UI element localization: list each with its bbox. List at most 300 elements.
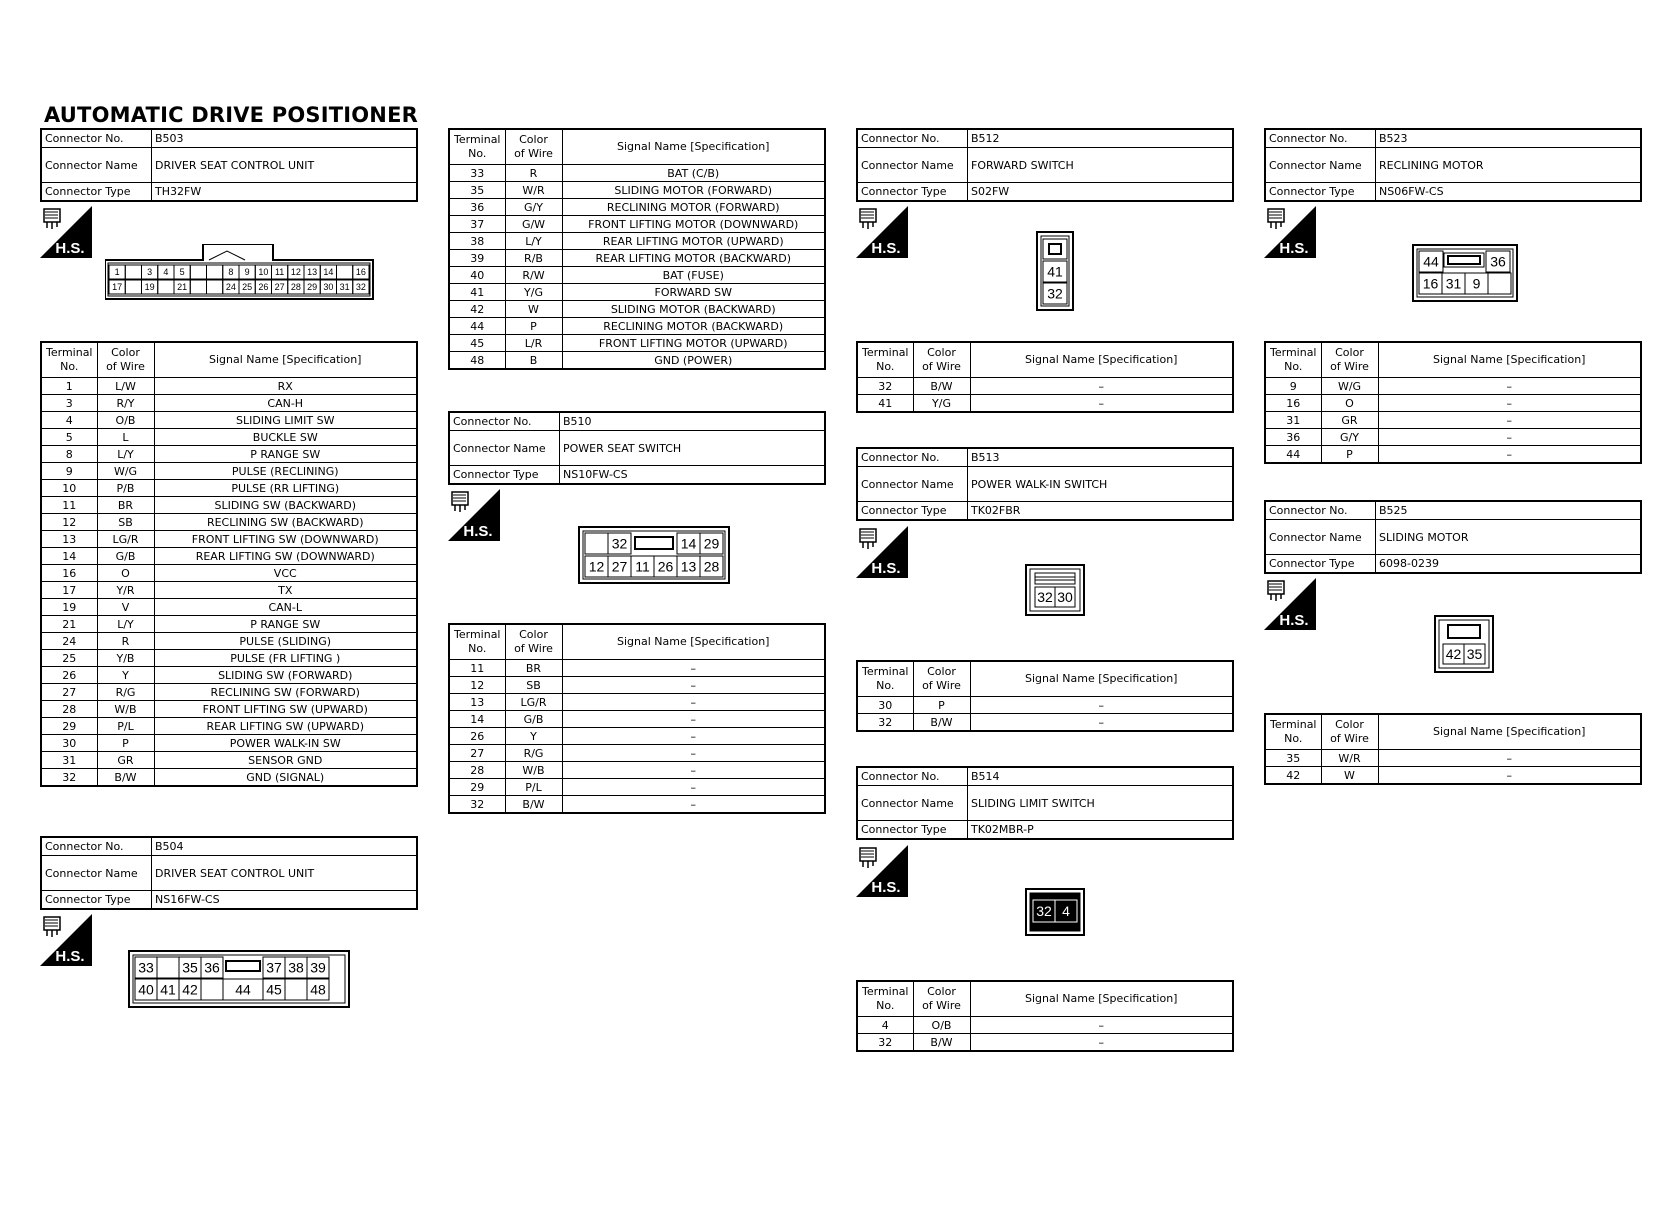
signal-name-cell: FRONT LIFTING MOTOR (DOWNWARD) <box>562 216 825 233</box>
connector-name-value: POWER SEAT SWITCH <box>560 431 826 466</box>
signal-name-cell: CAN-H <box>154 395 417 412</box>
table-row <box>41 650 417 667</box>
pin-label: 29 <box>307 282 318 293</box>
wire-color-cell: G/B <box>97 548 154 565</box>
signal-name-cell: – <box>562 677 825 694</box>
signal-name-cell: GND (POWER) <box>562 352 825 370</box>
table-row <box>1265 429 1641 446</box>
pin-label: 36 <box>204 959 220 976</box>
pin-label: 44 <box>1423 253 1439 270</box>
connector-type-value: S02FW <box>968 183 1234 202</box>
terminal-no-cell: 29 <box>449 779 505 796</box>
table-row <box>1265 446 1641 464</box>
wire-color-cell: LG/R <box>505 694 562 711</box>
terminal-no-cell: 29 <box>41 718 97 735</box>
pin-label: 3 <box>147 267 153 278</box>
terminal-no-cell: 12 <box>449 677 505 694</box>
signal-name-cell: – <box>1378 412 1641 429</box>
pin-label: 11 <box>635 558 650 575</box>
connector-no-value: B512 <box>968 129 1234 148</box>
table-row <box>41 701 417 718</box>
pin-label: 13 <box>680 558 697 575</box>
terminal-table-b503 <box>40 341 418 787</box>
connector-pins <box>135 957 329 1000</box>
connector-no-value: B503 <box>152 129 418 148</box>
connector-name-label: Connector Name <box>857 467 968 502</box>
wire-color-cell: R/B <box>505 250 562 267</box>
terminal-no-cell: 38 <box>449 233 505 250</box>
wire-color-cell: V <box>97 599 154 616</box>
table-row <box>857 1017 1233 1034</box>
signal-name-cell: FRONT LIFTING SW (DOWNWARD) <box>154 531 417 548</box>
pin-label: 4 <box>1062 903 1070 920</box>
pin-label: 28 <box>290 282 301 293</box>
table-row <box>449 694 825 711</box>
terminal-no-cell: 4 <box>41 412 97 429</box>
harness-side-icon <box>40 914 92 966</box>
table-row <box>449 250 825 267</box>
pin-label: 12 <box>588 558 605 575</box>
table-row <box>449 711 825 728</box>
hs-label: H.S. <box>463 523 493 540</box>
pin-label: 29 <box>703 535 720 552</box>
connector-type-label: Connector Type <box>1265 183 1376 202</box>
wire-color-cell: W/R <box>505 182 562 199</box>
pin-label: 42 <box>1445 646 1462 663</box>
signal-name-cell: BUCKLE SW <box>154 429 417 446</box>
pin-label: 30 <box>1057 589 1073 606</box>
connector-type-label: Connector Type <box>857 502 968 521</box>
signal-name-cell: PULSE (FR LIFTING ) <box>154 650 417 667</box>
signal-name-cell: – <box>562 711 825 728</box>
connector-type-label: Connector Type <box>41 183 152 202</box>
terminal-no-cell: 48 <box>449 352 505 370</box>
signal-name-cell: TX <box>154 582 417 599</box>
pin-label: 33 <box>138 959 154 976</box>
signal-name-cell: RECLINING MOTOR (FORWARD) <box>562 199 825 216</box>
table-row <box>449 779 825 796</box>
terminal-rows <box>1265 378 1641 464</box>
connector-name-value: DRIVER SEAT CONTROL UNIT <box>152 148 418 183</box>
color-header: Color of Wire <box>505 624 562 660</box>
wire-color-cell: G/B <box>505 711 562 728</box>
terminal-rows <box>857 1017 1233 1052</box>
connector-face-b525 <box>1434 615 1496 675</box>
pin-label: 16 <box>1422 275 1439 292</box>
wire-color-cell: G/Y <box>505 199 562 216</box>
table-row <box>449 267 825 284</box>
terminal-table-b512 <box>856 341 1234 413</box>
terminal-rows <box>1265 750 1641 785</box>
wire-color-cell: SB <box>97 514 154 531</box>
pin-cavity <box>337 265 353 279</box>
terminal-header: Terminal No. <box>449 129 505 165</box>
connector-no-label: Connector No. <box>449 412 560 431</box>
wire-color-cell: W/R <box>1321 750 1378 767</box>
wire-color-cell: L/Y <box>97 616 154 633</box>
terminal-no-cell: 41 <box>449 284 505 301</box>
table-row <box>41 548 417 565</box>
connector-type-label: Connector Type <box>1265 555 1376 574</box>
connector-name-value: SLIDING MOTOR <box>1376 520 1642 555</box>
table-row <box>449 216 825 233</box>
connector-type-label: Connector Type <box>449 466 560 485</box>
terminal-no-cell: 30 <box>41 735 97 752</box>
pin-label: 31 <box>1445 275 1462 292</box>
terminal-no-cell: 31 <box>41 752 97 769</box>
connector-no-label: Connector No. <box>857 448 968 467</box>
pin-label: 17 <box>112 282 123 293</box>
pin-label: 5 <box>179 267 185 278</box>
signal-name-cell: REAR LIFTING SW (DOWNWARD) <box>154 548 417 565</box>
signal-header: Signal Name [Specification] <box>1378 714 1641 750</box>
table-row <box>857 697 1233 714</box>
wire-color-cell: Y <box>505 728 562 745</box>
hs-label: H.S. <box>871 240 901 257</box>
connector-name-label: Connector Name <box>449 431 560 466</box>
signal-name-cell: PULSE (RECLINING) <box>154 463 417 480</box>
wire-color-cell: R/W <box>505 267 562 284</box>
signal-name-cell: – <box>970 1034 1233 1052</box>
wire-color-cell: R <box>505 165 562 182</box>
pin-cavity <box>207 280 223 294</box>
table-row <box>41 616 417 633</box>
wire-color-cell: B/W <box>913 714 970 732</box>
pin-label: 32 <box>355 282 366 293</box>
terminal-no-cell: 42 <box>449 301 505 318</box>
pin-label: 19 <box>144 282 155 293</box>
connector-info-b510 <box>448 411 826 485</box>
pin-label: 27 <box>274 282 285 293</box>
pin-label: 9 <box>244 267 250 278</box>
wire-color-cell: O/B <box>97 412 154 429</box>
pin-cavity <box>125 280 141 294</box>
signal-name-cell: – <box>970 697 1233 714</box>
pin-label: 31 <box>339 282 350 293</box>
signal-name-cell: – <box>1378 767 1641 785</box>
table-row <box>449 677 825 694</box>
wire-color-cell: P/B <box>97 480 154 497</box>
harness-side-icon <box>856 526 908 578</box>
connector-name-label: Connector Name <box>857 148 968 183</box>
connector-name-label: Connector Name <box>857 786 968 821</box>
terminal-no-cell: 24 <box>41 633 97 650</box>
connector-no-label: Connector No. <box>1265 129 1376 148</box>
pin-label: 8 <box>228 267 234 278</box>
terminal-no-cell: 27 <box>41 684 97 701</box>
signal-name-cell: – <box>1378 429 1641 446</box>
connector-name-value: RECLINING MOTOR <box>1376 148 1642 183</box>
connector-no-label: Connector No. <box>857 129 968 148</box>
wire-color-cell: R/Y <box>97 395 154 412</box>
signal-name-cell: FRONT LIFTING SW (UPWARD) <box>154 701 417 718</box>
wire-color-cell: B/W <box>913 1034 970 1052</box>
wire-color-cell: R/G <box>505 745 562 762</box>
harness-side-icon <box>856 845 908 897</box>
terminal-table-b514 <box>856 980 1234 1052</box>
pin-label: 26 <box>258 282 269 293</box>
wire-color-cell: P <box>97 735 154 752</box>
wire-color-cell: Y/G <box>913 395 970 413</box>
terminal-no-cell: 27 <box>449 745 505 762</box>
table-row <box>449 728 825 745</box>
pin-label: 26 <box>657 558 674 575</box>
pin-label: 13 <box>307 267 318 278</box>
pin-cavity <box>585 533 608 554</box>
terminal-no-cell: 42 <box>1265 767 1321 785</box>
hs-label: H.S. <box>1279 612 1309 629</box>
table-row <box>449 233 825 250</box>
connector-face-b513 <box>1025 564 1087 618</box>
wire-color-cell: BR <box>505 660 562 677</box>
pin-cavity <box>201 979 223 1000</box>
table-row <box>41 633 417 650</box>
signal-name-cell: P RANGE SW <box>154 616 417 633</box>
terminal-no-cell: 4 <box>857 1017 913 1034</box>
connector-pins <box>1419 251 1511 294</box>
connector-no-value: B504 <box>152 837 418 856</box>
pin-label: 27 <box>611 558 628 575</box>
pin-label: 14 <box>680 535 697 552</box>
terminal-no-cell: 10 <box>41 480 97 497</box>
terminal-no-cell: 37 <box>449 216 505 233</box>
pin-label: 10 <box>258 267 269 278</box>
table-row <box>449 318 825 335</box>
table-row <box>449 762 825 779</box>
table-row <box>41 429 417 446</box>
pin-label: 14 <box>323 267 334 278</box>
signal-header: Signal Name [Specification] <box>970 661 1233 697</box>
signal-name-cell: SENSOR GND <box>154 752 417 769</box>
terminal-no-cell: 5 <box>41 429 97 446</box>
pin-label: 41 <box>160 981 176 998</box>
connector-face-b510 <box>578 526 730 586</box>
signal-name-cell: – <box>562 728 825 745</box>
terminal-no-cell: 25 <box>41 650 97 667</box>
signal-header: Signal Name [Specification] <box>562 624 825 660</box>
wire-color-cell: R <box>97 633 154 650</box>
pin-label: 4 <box>163 267 169 278</box>
signal-name-cell: RECLINING SW (BACKWARD) <box>154 514 417 531</box>
connector-info-b523 <box>1264 128 1642 202</box>
wire-color-cell: SB <box>505 677 562 694</box>
terminal-no-cell: 26 <box>41 667 97 684</box>
table-row <box>449 796 825 814</box>
table-row <box>449 199 825 216</box>
harness-side-icon <box>1264 578 1316 630</box>
connector-info-b525 <box>1264 500 1642 574</box>
terminal-header: Terminal No. <box>1265 342 1321 378</box>
color-header: Color of Wire <box>1321 342 1378 378</box>
connector-face-b504 <box>128 950 350 1010</box>
terminal-no-cell: 35 <box>449 182 505 199</box>
pin-label: 45 <box>266 981 282 998</box>
terminal-no-cell: 12 <box>41 514 97 531</box>
wire-color-cell: R/G <box>97 684 154 701</box>
table-row <box>41 599 417 616</box>
table-row <box>449 660 825 677</box>
wire-color-cell: O <box>97 565 154 582</box>
terminal-header: Terminal No. <box>1265 714 1321 750</box>
connector-no-value: B514 <box>968 767 1234 786</box>
terminal-no-cell: 32 <box>41 769 97 787</box>
signal-header: Signal Name [Specification] <box>970 342 1233 378</box>
terminal-table-b523 <box>1264 341 1642 464</box>
terminal-header: Terminal No. <box>41 342 97 378</box>
pin-label: 9 <box>1472 275 1481 292</box>
signal-name-cell: PULSE (SLIDING) <box>154 633 417 650</box>
signal-name-cell: – <box>1378 446 1641 464</box>
wire-color-cell: W/B <box>505 762 562 779</box>
connector-info-b512 <box>856 128 1234 202</box>
signal-name-cell: VCC <box>154 565 417 582</box>
connector-no-label: Connector No. <box>1265 501 1376 520</box>
pin-cavity <box>285 979 307 1000</box>
table-row <box>857 714 1233 732</box>
connector-no-value: B525 <box>1376 501 1642 520</box>
pin-label: 35 <box>182 959 198 976</box>
pin-cavity <box>207 265 223 279</box>
terminal-no-cell: 19 <box>41 599 97 616</box>
terminal-no-cell: 28 <box>449 762 505 779</box>
terminal-no-cell: 44 <box>449 318 505 335</box>
terminal-no-cell: 45 <box>449 335 505 352</box>
terminal-no-cell: 13 <box>449 694 505 711</box>
wire-color-cell: BR <box>97 497 154 514</box>
wire-color-cell: LG/R <box>97 531 154 548</box>
terminal-no-cell: 16 <box>1265 395 1321 412</box>
connector-type-value: 6098-0239 <box>1376 555 1642 574</box>
connector-type-value: NS10FW-CS <box>560 466 826 485</box>
table-row <box>449 182 825 199</box>
pin-label: 30 <box>323 282 334 293</box>
connector-name-value: DRIVER SEAT CONTROL UNIT <box>152 856 418 891</box>
connector-face-b512 <box>1036 231 1076 313</box>
table-row <box>41 565 417 582</box>
table-row <box>41 718 417 735</box>
signal-header: Signal Name [Specification] <box>154 342 417 378</box>
terminal-no-cell: 30 <box>857 697 913 714</box>
connector-name-value: FORWARD SWITCH <box>968 148 1234 183</box>
signal-name-cell: POWER WALK-IN SW <box>154 735 417 752</box>
terminal-no-cell: 32 <box>857 714 913 732</box>
harness-side-icon <box>856 206 908 258</box>
signal-header: Signal Name [Specification] <box>970 981 1233 1017</box>
connector-type-value: TK02MBR-P <box>968 821 1234 840</box>
connector-latch <box>226 961 260 971</box>
terminal-no-cell: 28 <box>41 701 97 718</box>
connector-info-b504 <box>40 836 418 910</box>
signal-name-cell: FORWARD SW <box>562 284 825 301</box>
terminal-no-cell: 21 <box>41 616 97 633</box>
color-header: Color of Wire <box>913 661 970 697</box>
wire-color-cell: W/G <box>97 463 154 480</box>
connector-latch <box>635 537 673 549</box>
wire-color-cell: W <box>505 301 562 318</box>
signal-name-cell: – <box>970 395 1233 413</box>
pin-label: 28 <box>703 558 720 575</box>
table-row <box>857 395 1233 413</box>
terminal-table-b513 <box>856 660 1234 732</box>
signal-name-cell: SLIDING MOTOR (BACKWARD) <box>562 301 825 318</box>
connector-face-b523 <box>1412 244 1518 304</box>
terminal-no-cell: 16 <box>41 565 97 582</box>
terminal-header: Terminal No. <box>449 624 505 660</box>
wire-color-cell: L <box>97 429 154 446</box>
signal-name-cell: RX <box>154 378 417 395</box>
pin-label: 32 <box>1036 903 1052 920</box>
color-header: Color of Wire <box>505 129 562 165</box>
table-row <box>41 531 417 548</box>
terminal-no-cell: 36 <box>449 199 505 216</box>
wire-color-cell: B <box>505 352 562 370</box>
hs-label: H.S. <box>871 560 901 577</box>
table-row <box>41 446 417 463</box>
table-row <box>449 352 825 370</box>
wire-color-cell: P/L <box>505 779 562 796</box>
terminal-header: Terminal No. <box>857 342 913 378</box>
connector-pins <box>1043 261 1067 304</box>
table-row <box>449 284 825 301</box>
table-row <box>41 752 417 769</box>
signal-name-cell: GND (SIGNAL) <box>154 769 417 787</box>
table-row <box>857 378 1233 395</box>
connector-face-b503 <box>105 244 375 300</box>
terminal-header: Terminal No. <box>857 661 913 697</box>
pin-label: 37 <box>266 959 282 976</box>
wire-color-cell: O <box>1321 395 1378 412</box>
signal-name-cell: – <box>562 762 825 779</box>
hs-label: H.S. <box>871 879 901 896</box>
pin-cavity <box>158 280 174 294</box>
connector-no-value: B513 <box>968 448 1234 467</box>
hs-label: H.S. <box>1279 240 1309 257</box>
terminal-no-cell: 32 <box>449 796 505 814</box>
wire-color-cell: P <box>913 697 970 714</box>
wire-color-cell: L/W <box>97 378 154 395</box>
wire-color-cell: G/W <box>505 216 562 233</box>
table-row <box>41 480 417 497</box>
table-row <box>1265 395 1641 412</box>
wire-color-cell: O/B <box>913 1017 970 1034</box>
signal-name-cell: CAN-L <box>154 599 417 616</box>
table-row <box>449 335 825 352</box>
color-header: Color of Wire <box>913 981 970 1017</box>
pin-label: 44 <box>235 981 251 998</box>
terminal-no-cell: 26 <box>449 728 505 745</box>
table-row <box>41 667 417 684</box>
terminal-no-cell: 11 <box>449 660 505 677</box>
connector-type-label: Connector Type <box>857 821 968 840</box>
pin-label: 32 <box>1047 285 1063 302</box>
harness-side-icon <box>1264 206 1316 258</box>
terminal-no-cell: 13 <box>41 531 97 548</box>
table-row <box>41 684 417 701</box>
terminal-no-cell: 40 <box>449 267 505 284</box>
connector-type-value: TK02FBR <box>968 502 1234 521</box>
pin-label: 36 <box>1490 253 1506 270</box>
signal-name-cell: – <box>562 660 825 677</box>
terminal-no-cell: 39 <box>449 250 505 267</box>
table-row <box>1265 767 1641 785</box>
wire-color-cell: P <box>505 318 562 335</box>
pin-label: 35 <box>1466 646 1483 663</box>
signal-name-cell: SLIDING LIMIT SW <box>154 412 417 429</box>
table-row <box>41 769 417 787</box>
connector-type-value: NS16FW-CS <box>152 891 418 910</box>
terminal-no-cell: 36 <box>1265 429 1321 446</box>
pin-label: 11 <box>274 267 285 278</box>
